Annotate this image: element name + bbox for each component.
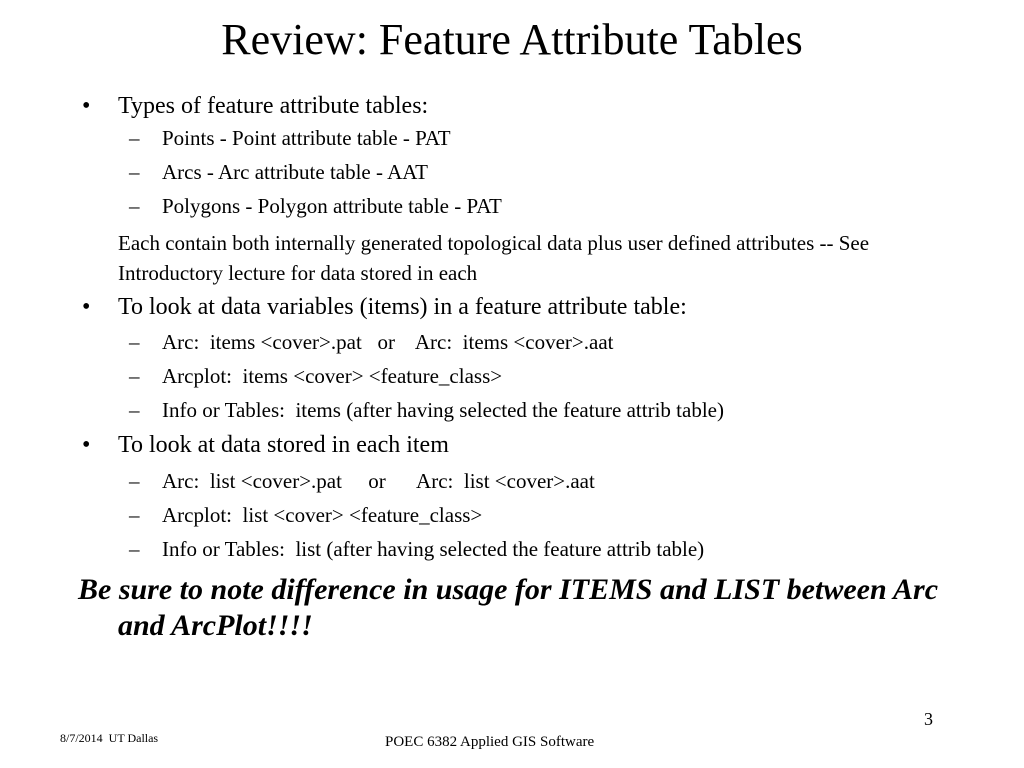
- bullet-text: Types of feature attribute tables:: [118, 93, 429, 119]
- footer-course: POEC 6382 Applied GIS Software: [385, 734, 595, 750]
- footer-date: 8/7/2014 UT Dallas: [60, 731, 159, 745]
- sub-item-text: Info or Tables: items (after having selected the feature attrib table): [162, 398, 724, 422]
- dash-icon: –: [129, 194, 140, 218]
- bullet-icon: •: [82, 432, 91, 458]
- dash-icon: –: [129, 364, 140, 388]
- sub-item-text: Arcplot: items <cover> <feature_class>: [162, 364, 503, 388]
- sub-item-text: Polygons - Polygon attribute table - PAT: [162, 194, 502, 218]
- dash-icon: –: [129, 398, 140, 422]
- sub-item: [129, 468, 595, 494]
- bullet-item: [82, 293, 687, 321]
- bullet-text: To look at data stored in each item: [118, 432, 449, 458]
- sub-item: [129, 536, 705, 562]
- page-number: 3: [924, 709, 933, 729]
- dash-icon: –: [129, 503, 140, 527]
- bullet-item: [82, 92, 429, 120]
- sub-item: [129, 159, 428, 185]
- sub-item-text: Arcs - Arc attribute table - AAT: [162, 160, 428, 184]
- dash-icon: –: [129, 330, 140, 354]
- sub-item: [129, 329, 614, 355]
- sub-item-text: Points - Point attribute table - PAT: [162, 126, 451, 150]
- sub-item: [129, 193, 502, 219]
- dash-icon: –: [129, 537, 140, 561]
- dash-icon: –: [129, 160, 140, 184]
- sub-item: [129, 125, 451, 151]
- bullet-text: To look at data variables (items) in a feature attribute table:: [118, 294, 687, 320]
- dash-icon: –: [129, 469, 140, 493]
- sub-item: [129, 397, 724, 423]
- dash-icon: –: [129, 126, 140, 150]
- bullet-note: Each contain both internally generated topological data plus user defined attributes -- See Introductory lecture for data stored in each: [118, 231, 870, 285]
- emphasis-statement: Be sure to note difference in usage for ITEMS and LIST between Arc and ArcPlot!!!!: [78, 573, 939, 642]
- sub-item-text: Arcplot: list <cover> <feature_class>: [162, 503, 483, 527]
- sub-item-text: Arc: items <cover>.pat or Arc: items <cover>.aat: [162, 330, 614, 354]
- slide-title: Review: Feature Attribute Tables: [221, 15, 803, 64]
- bullet-item: [82, 431, 449, 459]
- bullet-icon: •: [82, 93, 91, 119]
- sub-item: [129, 363, 503, 389]
- sub-item-text: Arc: list <cover>.pat or Arc: list <cover>.aat: [162, 469, 595, 493]
- bullet-icon: •: [82, 294, 91, 320]
- sub-item-text: Info or Tables: list (after having selected the feature attrib table): [162, 537, 705, 561]
- sub-item: [129, 502, 483, 528]
